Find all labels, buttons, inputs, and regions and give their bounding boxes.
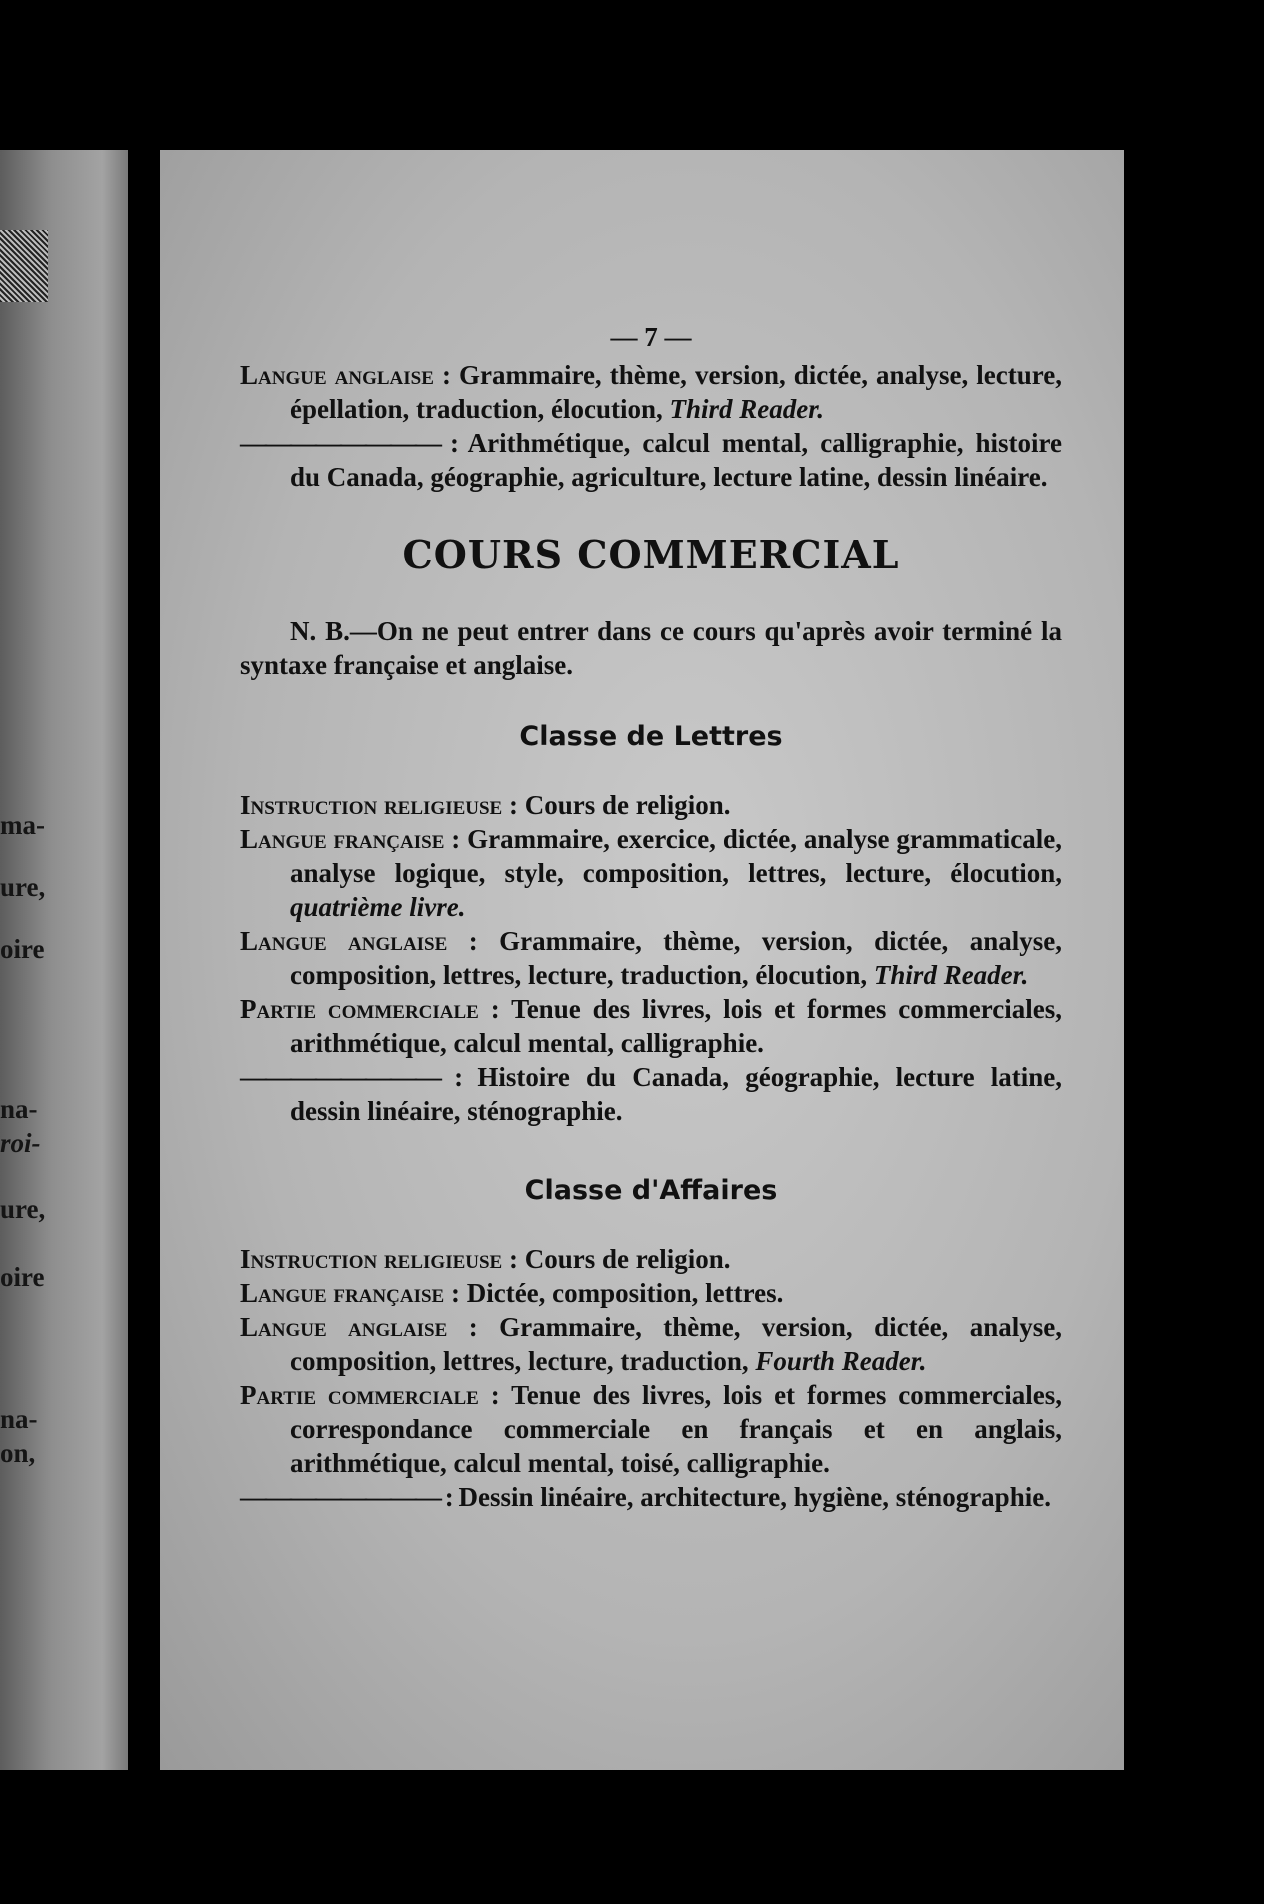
course-entry <box>240 426 1062 494</box>
course-entry <box>240 822 1062 924</box>
book-title: quatrième livre. <box>290 892 466 922</box>
course-entry <box>240 1060 1062 1128</box>
entry-label: Partie commerciale : <box>240 994 500 1024</box>
entry-text: Dictée, composition, lettres. <box>466 1278 784 1308</box>
page-number: — 7 — <box>610 322 692 352</box>
note-paragraph: N. B.—On ne peut entrer dans ce cours qu'après avoir terminé la syntaxe française et anglaise. <box>240 616 1062 680</box>
document-page <box>160 150 1124 1770</box>
halftone-ornament <box>0 230 48 302</box>
book-title: Fourth Reader. <box>755 1346 927 1376</box>
left-fragment: ure, <box>0 872 46 902</box>
entry-label: Langue anglaise : <box>240 1312 478 1342</box>
entry-text: Grammaire, thème, version, dictée, analyse, lecture, épellation, traduction, élocution, <box>290 360 1062 424</box>
entry-text: Cours de religion. <box>524 790 731 820</box>
course-entry <box>240 1242 1062 1276</box>
section-title: COURS COMMERCIAL <box>402 532 900 577</box>
left-fragment: na- <box>0 1094 38 1124</box>
course-entry <box>240 924 1062 992</box>
previous-page-margin <box>0 150 128 1770</box>
left-fragment: na- <box>0 1404 38 1434</box>
left-fragment: ma- <box>0 810 45 840</box>
left-fragment: on, <box>0 1438 36 1468</box>
course-entry <box>240 1310 1062 1378</box>
course-entry <box>240 1378 1062 1480</box>
class-title: Classe de Lettres <box>519 721 783 752</box>
book-title: Third Reader. <box>873 960 1029 990</box>
entry-label: Partie commerciale : <box>240 1380 500 1410</box>
entry-text: Dessin linéaire, architecture, hygiène, sténographie. <box>458 1482 1051 1512</box>
entry-label: Instruction religieuse : <box>240 1244 518 1274</box>
course-entry <box>240 358 1062 426</box>
entry-label: ———————— : <box>240 1062 462 1092</box>
entry-label: ———————— : <box>240 428 458 458</box>
entry-label: Instruction religieuse : <box>240 790 518 820</box>
entry-text: Grammaire, exercice, dictée, analyse grammaticale, analyse logique, style, composition, lettres, lecture, élocution, <box>290 824 1063 888</box>
class-title: Classe d'Affaires <box>524 1175 778 1206</box>
course-entry <box>240 1480 1062 1514</box>
book-title: Third Reader. <box>669 394 825 424</box>
left-fragment: oire <box>0 934 45 964</box>
left-fragment: ure, <box>0 1194 46 1224</box>
entry-text: Tenue des livres, lois et formes commerciales, correspondance commerciale en français et en anglais, arithmétique, calcul mental, toisé, calligraphie. <box>290 1380 1062 1478</box>
entry-label: Langue anglaise : <box>240 360 451 390</box>
left-fragment: oire <box>0 1262 45 1292</box>
entry-text: Tenue des livres, lois et formes commerciales, arithmétique, calcul mental, calligraphie. <box>290 994 1062 1058</box>
course-entry <box>240 1276 1062 1310</box>
course-entry <box>240 788 1062 822</box>
page-content <box>240 320 1062 1514</box>
entry-text: Histoire du Canada, géographie, lecture latine, dessin linéaire, sténographie. <box>290 1062 1063 1126</box>
left-fragment: roi- <box>0 1128 41 1158</box>
course-entry <box>240 992 1062 1060</box>
entry-text: Grammaire, thème, version, dictée, analyse, composition, lettres, lecture, traduction, élocution, <box>290 926 1062 990</box>
entry-text: Grammaire, thème, version, dictée, analyse, composition, lettres, lecture, traduction, <box>290 1312 1062 1376</box>
entry-label: Langue anglaise : <box>240 926 478 956</box>
entry-label: ———————— : <box>240 1482 452 1512</box>
entry-text: Cours de religion. <box>524 1244 731 1274</box>
entry-text: Arithmétique, calcul mental, calligraphie, histoire du Canada, géographie, agriculture, lecture latine, dessin linéaire. <box>290 428 1062 492</box>
entry-label: Langue française : <box>240 824 461 854</box>
entry-label: Langue française : <box>240 1278 460 1308</box>
